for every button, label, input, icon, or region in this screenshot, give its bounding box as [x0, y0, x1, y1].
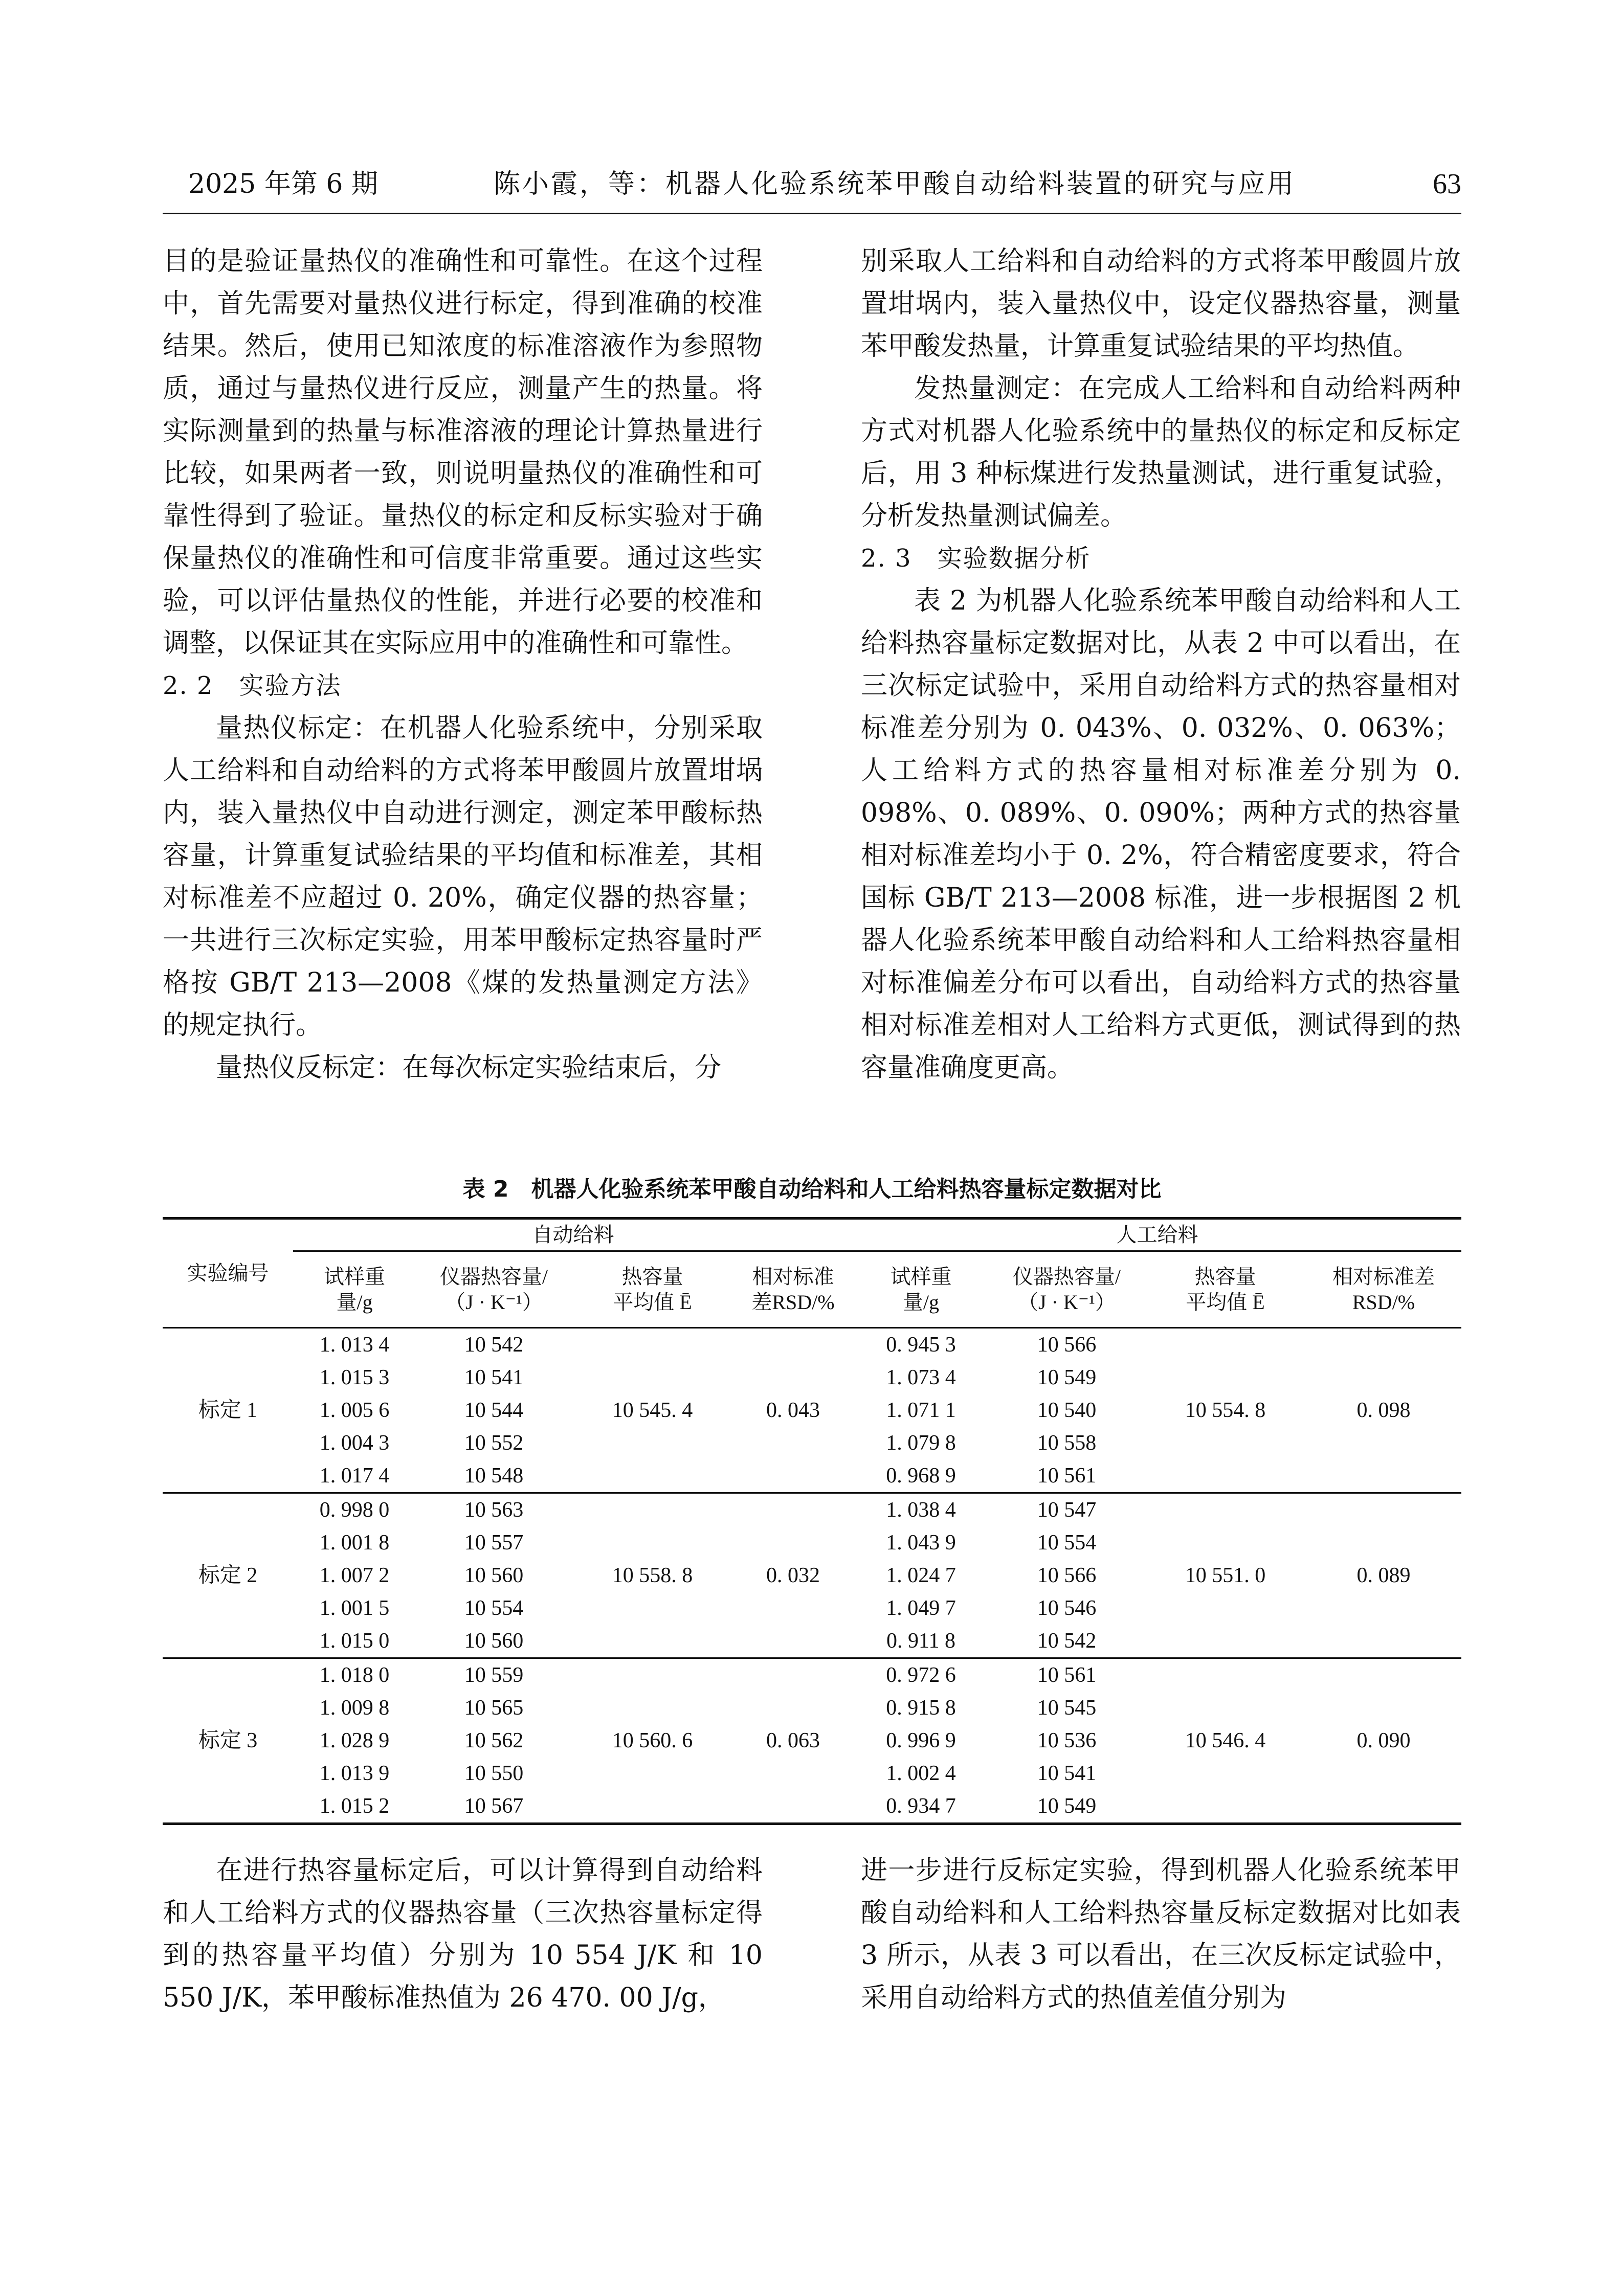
- manual-heat-cell: 10 545: [1037, 1696, 1097, 1720]
- manual-avg-cell: 10 554. 8: [1185, 1399, 1266, 1422]
- auto-heat-cell: 10 554: [464, 1596, 524, 1620]
- auto-avg-cell: 10 545. 4: [612, 1399, 693, 1422]
- calibration-id-cell: 标定 3: [198, 1729, 258, 1752]
- section-heading: 2. 3 实验数据分析: [861, 544, 1091, 573]
- paragraph: 别采取人工给料和自动给料的方式将苯甲酸圆片放置坩埚内，装入量热仪中，设定仪器热容量，测量苯甲酸发热量，计算重复试验结果的平均热值。: [861, 246, 1461, 362]
- manual-avg-cell: 10 551. 0: [1185, 1564, 1266, 1587]
- body-column-left-bottom: [163, 1850, 763, 2019]
- auto-heat-cell: 10 541: [464, 1366, 524, 1389]
- manual-mass-cell: 1. 024 7: [886, 1564, 956, 1587]
- paragraph: 目的是验证量热仪的准确性和可靠性。在这个过程中，首先需要对量热仪进行标定，得到准确的校准结果。然后，使用已知浓度的标准溶液作为参照物质，通过与量热仪进行反应，测量产生的热量。将实际测量到的热量与标准溶液的理论计算热量进行比较，如果两者一致，则说明量热仪的准确性和可靠性得到了验证。量热仪的标定和反标实验对于确保量热仪的准确性和可信度非常重要。通过这些实验，可以评估量热仪的性能，并进行必要的校准和调整，以保证其在实际应用中的准确性和可靠性。: [163, 246, 763, 659]
- page-number: 63: [1433, 168, 1461, 200]
- column-header-avg: 热容量平均值 Ē: [613, 1265, 692, 1314]
- body-column-right-bottom: [861, 1850, 1461, 2019]
- paragraph: 表 2 为机器人化验系统苯甲酸自动给料和人工给料热容量标定数据对比，从表 2 中可以看出，在三次标定试验中，采用自动给料方式的热容量相对标准差分别为 0. 043%、0. 032%、0. 063%；人工给料方式的热容量相对标准差分别为 0. 098%、0. 089%、0. 090%；两种方式的热容量相对标准差均小于 0. 2%，符合精密度要求，符合国标 GB/T 213—2008 标准，进一步根据图 2 机器人化验系统苯甲酸自动给料和人工给料热容量相对标准偏差分布可以看出，自动给料方式的热容量相对标准差相对人工给料方式更低，测试得到的热容量准确度更高。: [861, 586, 1461, 1083]
- manual-heat-cell: 10 547: [1037, 1498, 1097, 1522]
- manual-mass-cell: 0. 915 8: [886, 1696, 956, 1720]
- auto-heat-cell: 10 550: [464, 1762, 524, 1785]
- manual-mass-cell: 0. 996 9: [886, 1729, 956, 1752]
- manual-rsd-cell: 0. 089: [1356, 1564, 1411, 1587]
- group-header-auto: 自动给料: [293, 1219, 853, 1251]
- manual-avg-cell: 10 546. 4: [1185, 1729, 1266, 1752]
- manual-mass-cell: 1. 049 7: [886, 1596, 956, 1620]
- auto-avg-cell: 10 558. 8: [612, 1564, 693, 1587]
- auto-mass-cell: 1. 007 2: [319, 1564, 390, 1587]
- auto-mass-cell: 1. 001 8: [319, 1531, 390, 1555]
- auto-rsd-cell: 0. 063: [766, 1729, 820, 1752]
- calibration-table: [163, 1217, 1461, 1825]
- auto-mass-cell: 1. 005 6: [319, 1399, 390, 1422]
- column-header-mass: 试样重量/g: [324, 1265, 385, 1314]
- manual-heat-cell: 10 561: [1037, 1464, 1097, 1488]
- table-title: 表 2 机器人化验系统苯甲酸自动给料和人工给料热容量标定数据对比: [462, 1176, 1162, 1202]
- column-header-rsd: 相对标准差RSD/%: [1332, 1265, 1435, 1314]
- auto-avg-cell: 10 560. 6: [612, 1729, 693, 1752]
- auto-heat-cell: 10 560: [464, 1564, 524, 1587]
- auto-heat-cell: 10 567: [464, 1794, 524, 1818]
- table-row: [163, 1658, 1461, 1692]
- auto-mass-cell: 1. 028 9: [319, 1729, 390, 1752]
- paragraph: 量热仪标定：在机器人化验系统中，分别采取人工给料和自动给料的方式将苯甲酸圆片放置坩埚内，装入量热仪中自动进行测定，测定苯甲酸标热容量，计算重复试验结果的平均值和标准差，其相对标准差不应超过 0. 20%，确定仪器的热容量；一共进行三次标定实验，用苯甲酸标定热容量时严格按 GB/T 213—2008《煤的发热量测定方法》的规定执行。: [163, 713, 763, 1041]
- manual-heat-cell: 10 566: [1037, 1564, 1097, 1587]
- auto-mass-cell: 1. 001 5: [319, 1596, 390, 1620]
- manual-mass-cell: 0. 968 9: [886, 1464, 956, 1488]
- manual-mass-cell: 1. 071 1: [886, 1399, 956, 1422]
- auto-mass-cell: 1. 004 3: [319, 1431, 390, 1455]
- auto-heat-cell: 10 565: [464, 1696, 524, 1720]
- manual-mass-cell: 0. 945 3: [886, 1333, 956, 1357]
- auto-mass-cell: 0. 998 0: [319, 1498, 390, 1522]
- running-title: 陈小霞，等：机器人化验系统苯甲酸自动给料装置的研究与应用: [494, 169, 1296, 199]
- auto-mass-cell: 1. 013 4: [319, 1333, 390, 1357]
- auto-heat-cell: 10 557: [464, 1531, 524, 1555]
- manual-heat-cell: 10 558: [1037, 1431, 1097, 1455]
- manual-heat-cell: 10 540: [1037, 1399, 1097, 1422]
- manual-heat-cell: 10 549: [1037, 1794, 1097, 1818]
- header-rule: [163, 213, 1461, 214]
- manual-mass-cell: 0. 972 6: [886, 1663, 956, 1687]
- manual-heat-cell: 10 542: [1037, 1629, 1097, 1653]
- manual-mass-cell: 1. 043 9: [886, 1531, 956, 1555]
- column-header-rsd: 相对标准差RSD/%: [751, 1265, 835, 1314]
- column-header-id: 实验编号: [187, 1262, 269, 1285]
- auto-heat-cell: 10 563: [464, 1498, 524, 1522]
- auto-heat-cell: 10 548: [464, 1464, 524, 1488]
- manual-heat-cell: 10 541: [1037, 1762, 1097, 1785]
- calibration-id-cell: 标定 2: [198, 1564, 258, 1587]
- auto-mass-cell: 1. 015 2: [319, 1794, 390, 1818]
- column-header-heat: 仪器热容量/（J · K⁻¹）: [439, 1265, 548, 1314]
- auto-mass-cell: 1. 018 0: [319, 1663, 390, 1687]
- manual-rsd-cell: 0. 090: [1356, 1729, 1411, 1752]
- manual-heat-cell: 10 546: [1037, 1596, 1097, 1620]
- paragraph: 进一步进行反标定实验，得到机器人化验系统苯甲酸自动给料和人工给料热容量反标定数据对比如表 3 所示，从表 3 可以看出，在三次反标定试验中，采用自动给料方式的热值差值分别为: [861, 1855, 1461, 2013]
- calibration-id-cell: 标定 1: [198, 1399, 258, 1422]
- manual-mass-cell: 0. 934 7: [886, 1794, 956, 1818]
- manual-heat-cell: 10 536: [1037, 1729, 1097, 1752]
- manual-heat-cell: 10 566: [1037, 1333, 1097, 1357]
- manual-mass-cell: 0. 911 8: [886, 1629, 955, 1653]
- auto-heat-cell: 10 560: [464, 1629, 524, 1653]
- manual-rsd-cell: 0. 098: [1356, 1399, 1411, 1422]
- section-heading: 2. 2 实验方法: [163, 671, 342, 700]
- column-header-heat: 仪器热容量/（J · K⁻¹）: [1012, 1265, 1121, 1314]
- body-column-right-top: [861, 240, 1461, 1089]
- auto-rsd-cell: 0. 032: [766, 1564, 820, 1587]
- manual-heat-cell: 10 549: [1037, 1366, 1097, 1389]
- column-header-mass: 试样重量/g: [890, 1265, 952, 1314]
- auto-mass-cell: 1. 015 3: [319, 1366, 390, 1389]
- manual-mass-cell: 1. 079 8: [886, 1431, 956, 1455]
- manual-heat-cell: 10 554: [1037, 1531, 1097, 1555]
- table-row: [163, 1493, 1461, 1527]
- manual-heat-cell: 10 561: [1037, 1663, 1097, 1687]
- auto-heat-cell: 10 542: [464, 1333, 524, 1357]
- auto-mass-cell: 1. 017 4: [319, 1464, 390, 1488]
- auto-rsd-cell: 0. 043: [766, 1399, 820, 1422]
- paragraph: 发热量测定：在完成人工给料和自动给料两种方式对机器人化验系统中的量热仪的标定和反标定后，用 3 种标煤进行发热量测试，进行重复试验，分析发热量测试偏差。: [861, 373, 1461, 531]
- manual-mass-cell: 1. 038 4: [886, 1498, 956, 1522]
- auto-heat-cell: 10 559: [464, 1663, 524, 1687]
- group-header-manual: 人工给料: [853, 1219, 1461, 1251]
- issue-label: 2025 年第 6 期: [188, 169, 379, 199]
- auto-heat-cell: 10 544: [464, 1399, 524, 1422]
- auto-mass-cell: 1. 015 0: [319, 1629, 390, 1653]
- body-column-left-top: [163, 240, 763, 1089]
- paragraph: 在进行热容量标定后，可以计算得到自动给料和人工给料方式的仪器热容量（三次热容量标定得到的热容量平均值）分别为 10 554 J/K 和 10 550 J/K，苯甲酸标准热值为 26 470. 00 J/g，: [163, 1855, 763, 2013]
- column-header-avg: 热容量平均值 Ē: [1186, 1265, 1265, 1314]
- auto-heat-cell: 10 552: [464, 1431, 524, 1455]
- manual-mass-cell: 1. 073 4: [886, 1366, 956, 1389]
- auto-mass-cell: 1. 009 8: [319, 1696, 390, 1720]
- paragraph: 量热仪反标定：在每次标定实验结束后，分: [216, 1052, 722, 1083]
- auto-heat-cell: 10 562: [464, 1729, 524, 1752]
- manual-mass-cell: 1. 002 4: [886, 1762, 956, 1785]
- auto-mass-cell: 1. 013 9: [319, 1762, 390, 1785]
- table-row: [163, 1328, 1461, 1362]
